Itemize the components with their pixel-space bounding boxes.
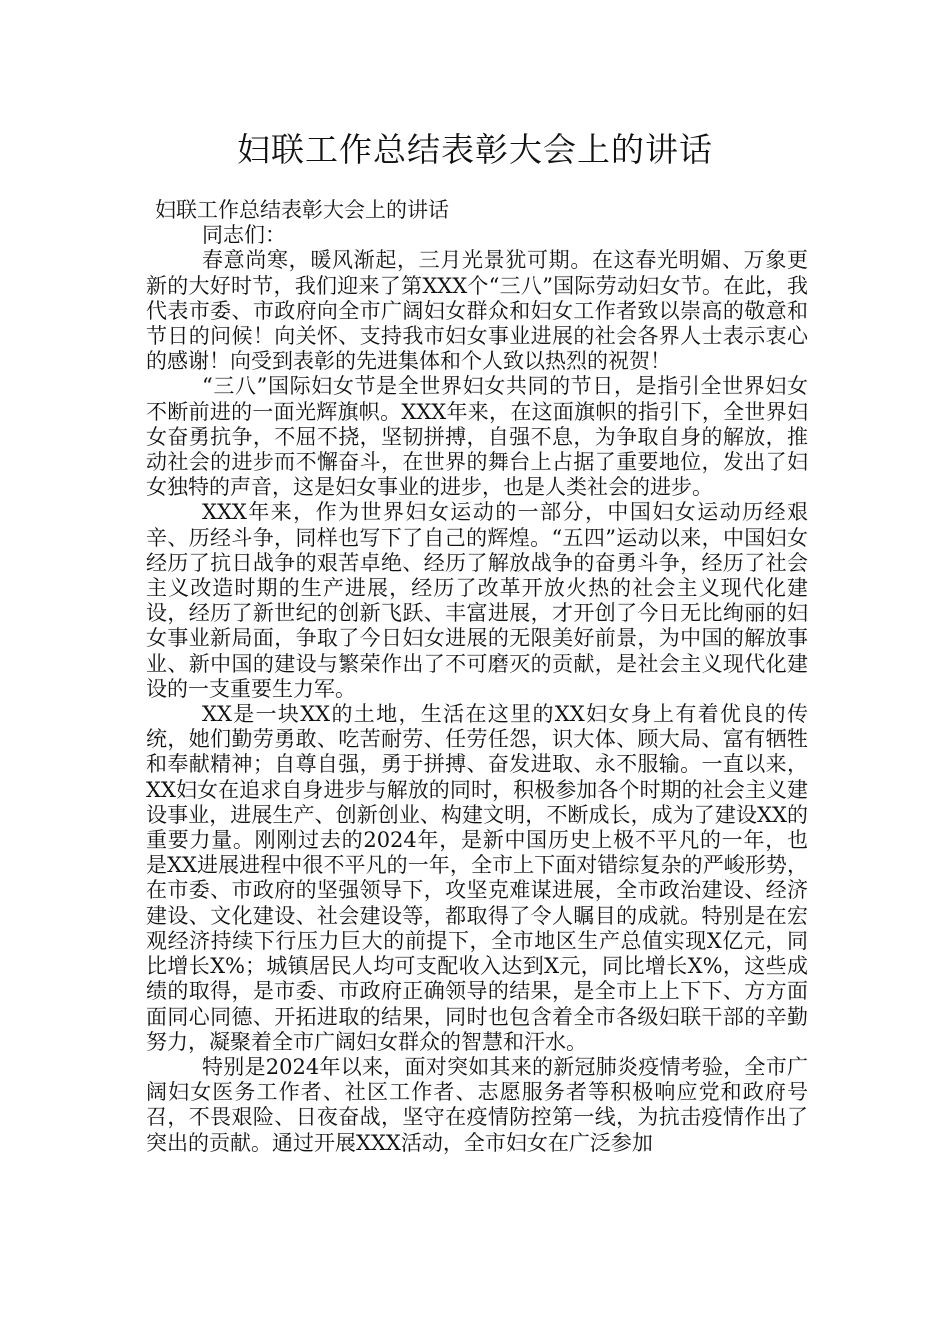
document-body [146,198,808,1156]
paragraph-2: “三八”国际妇女节是全世界妇女共同的节日，是指引全世界妇女不断前进的一面光辉旗帜。XXX年来，在这面旗帜的指引下，全世界妇女奋勇抗争，不屈不挠，坚韧拼搏，自强不息，为争取自身的解放，推动社会的进步而不懈奋斗，在世界的舞台上占据了重要地位，发出了妇女独特的声音，这是妇女事业的进步，也是人类社会的进步。 [146,374,808,500]
document-subtitle: 妇联工作总结表彰大会上的讲话 [155,198,449,222]
salutation: 同志们： [202,223,286,248]
document-title: 妇联工作总结表彰大会上的讲话 [237,130,713,169]
paragraph-1: 春意尚寒，暖风渐起，三月光景犹可期。在这春光明媚、万象更新的大好时节，我们迎来了第XXX个“三八”国际劳动妇女节。在此，我代表市委、市政府向全市广阔妇女群众和妇女工作者致以崇高的敬意和节日的问候！向关怀、支持我市妇女事业进展的社会各界人士表示衷心的感谢！向受到表彰的先进集体和个人致以热烈的祝贺！ [146,248,808,374]
paragraph-5: 特别是2024年以来，面对突如其来的新冠肺炎疫情考验，全市广阔妇女医务工作者、社区工作者、志愿服务者等积极响应党和政府号召，不畏艰险、日夜奋战，坚守在疫情防控第一线，为抗击疫情作出了突出的贡献。通过开展XXX活动，全市妇女在广泛参加 [146,1054,808,1155]
paragraph-4: XX是一块XX的土地，生活在这里的XX妇女身上有着优良的传统，她们勤劳勇敢、吃苦耐劳、任劳任怨，识大体、顾大局、富有牺牲和奉献精神；自尊自强，勇于拼搏、奋发进取、永不服输。一直以来，XX妇女在追求自身进步与解放的同时，积极参加各个时期的社会主义建设事业，进展生产、创新创业、构建文明，不断成长，成为了建设XX的重要力量。刚刚过去的2024年，是新中国历史上极不平凡的一年，也是XX进展进程中很不平凡的一年，全市上下面对错综复杂的严峻形势，在市委、市政府的坚强领导下，攻坚克难谋进展，全市政治建设、经济建设、文化建设、社会建设等，都取得了令人瞩目的成就。特别是在宏观经济持续下行压力巨大的前提下，全市地区生产总值实现X亿元，同比增长X%；城镇居民人均可支配收入达到X元，同比增长X%，这些成绩的取得，是市委、市政府正确领导的结果，是全市上上下下、方方面面同心同德、开拓进取的结果，同时也包含着全市各级妇联干部的辛勤努力，凝聚着全市广阔妇女群众的智慧和汗水。 [146,702,808,1054]
paragraph-3: XXX年来，作为世界妇女运动的一部分，中国妇女运动历经艰辛、历经斗争，同样也写下了自己的辉煌。“五四”运动以来，中国妇女经历了抗日战争的艰苦卓绝、经历了解放战争的奋勇斗争，经历了社会主义改造时期的生产进展，经历了改革开放火热的社会主义现代化建设，经历了新世纪的创新飞跃、丰富进展，才开创了今日无比绚丽的妇女事业新局面，争取了今日妇女进展的无限美好前景，为中国的解放事业、新中国的建设与繁荣作出了不可磨灭的贡献，是社会主义现代化建设的一支重要生力军。 [146,500,808,701]
